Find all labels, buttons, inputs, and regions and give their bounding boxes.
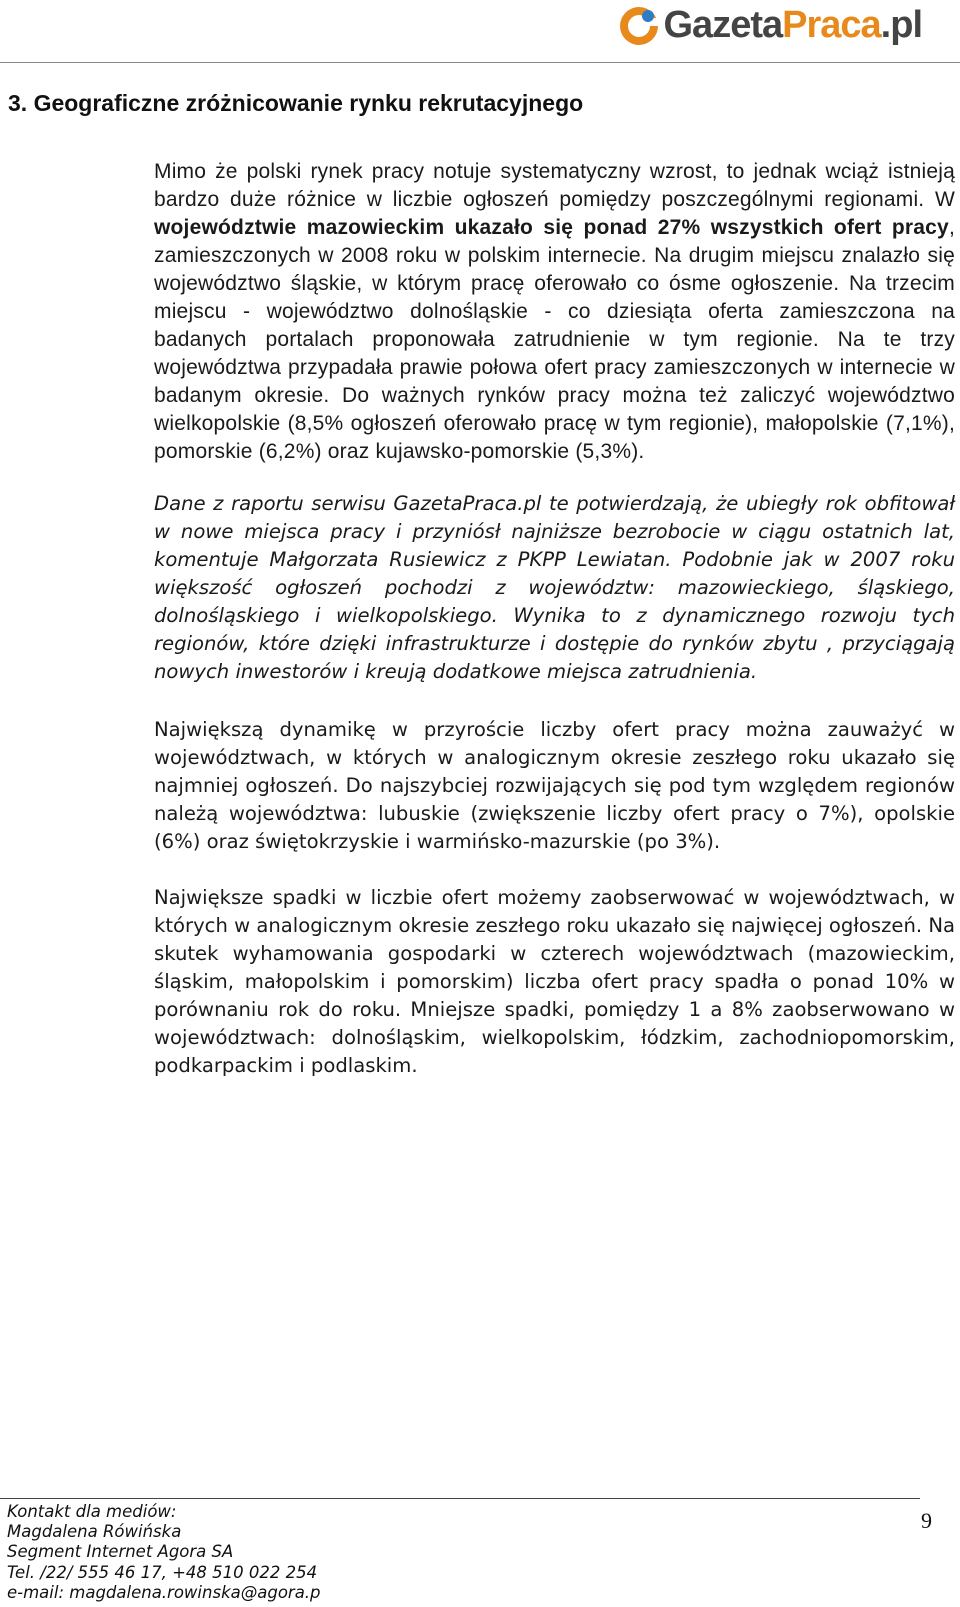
p1-bold: województwie mazowieckim ukazało się ponad 27% wszystkich ofert pracy — [154, 216, 949, 239]
p1-text-b: , zamieszczonych w 2008 roku w polskim internecie. — [154, 216, 955, 267]
gazetapraca-logo — [618, 4, 923, 47]
paragraph-4: Największe spadki w liczbie ofert możemy zaobserwować w województwach, w których w analogicznym okresie zeszłego roku ukazało się najwięcej ogłoszeń. Na skutek wyhamowania gospodarki w czterech województwach (mazowieckim, śląskim, małopolskim i pomorskim) liczba ofert pracy spadła o ponad 10% w porównaniu rok do roku. Mniejsze spadki, pomiędzy 1 a 8% zaobserwowano w województwach: dolnośląskim, wielkopolskim, łódzkim, zachodniopomorskim, podkarpackim i podlaskim. — [154, 886, 955, 1077]
article-body — [154, 158, 955, 1106]
logo-tld: .pl — [880, 4, 922, 46]
p1-text-c: Na drugim miejscu znalazło się województwo śląskie, w którym pracę oferowało co ósme ogłoszenie. Na trzecim miejscu - województwo dolnośląskie - co dziesiąta oferta zamieszczona na badanych portalach proponowała zatrudnienie w tym regionie. Na te trzy województwa przypadała prawie połowa ofert pracy zamieszczonych w internecie w badanym okresie. Do ważnych rynków pracy można też zaliczyć województwo wielkopolskie (8,5% ogłoszeń oferowało pracę w tym regionie), małopolskie (7,1%), pomorskie (6,2%) oraz kujawsko-pomorskie (5,3%). — [154, 244, 955, 463]
p1-text-a: Mimo że polski rynek pracy notuje systematyczny wzrost, to jednak wciąż istnieją bardzo duże różnice w liczbie ogłoszeń pomiędzy poszczególnymi regionami. W — [154, 160, 955, 211]
contact-label: Kontakt dla mediów: — [7, 1502, 177, 1521]
contact-name: Magdalena Rówińska — [7, 1522, 182, 1542]
paragraph-3: Największą dynamikę w przyroście liczby ofert pracy można zauważyć w województwach, w których w analogicznym okresie zeszłego roku ukazało się najmniej ogłoszeń. Do najszybciej rozwijających się pod tym względem regionów należą województwa: lubuskie (zwiększenie liczby ofert pracy o 7%), opolskie (6%) oraz świętokrzyskie i warmińsko-mazurskie (po 3%). — [154, 718, 955, 853]
logo-wordmark — [664, 4, 923, 47]
contact-phone: Tel. /22/ 555 46 17, +48 510 022 254 — [7, 1562, 318, 1582]
section-heading: 3. Geograficzne zróżnicowanie rynku rekrutacyjnego — [8, 90, 584, 116]
footer-divider — [0, 1498, 920, 1499]
logo-main: Gazeta — [663, 4, 783, 46]
paragraph-2-quote: Dane z raportu serwisu GazetaPraca.pl te potwierdzają, że ubiegły rok obfitował w nowe miejsca pracy i przyniósł najniższe bezrobocie w ciągu ostatnich lat, komentuje Małgorzata Rusiewicz z PKPP Lewiatan. Podobnie jak w 2007 roku większość ogłoszeń pochodzi z województw: mazowieckiego, śląskiego, dolnośląskiego i wielkopolskiego. Wynika to z dynamicznego rozwoju tych regionów, które dzięki infrastrukturze i dostępie do rynków zbytu , przyciągają nowych inwestorów i kreują dodatkowe miejsca zatrudnienia. — [154, 492, 955, 683]
header-divider — [0, 62, 960, 63]
contact-email: e-mail: magdalena.rowinska@agora.p — [7, 1582, 321, 1602]
page-number: 9 — [921, 1508, 932, 1533]
logo-accent: Praca — [782, 4, 881, 46]
media-contact — [7, 1502, 321, 1603]
logo-mark-icon — [618, 5, 660, 47]
paragraph-1 — [154, 158, 955, 466]
contact-company: Segment Internet Agora SA — [7, 1542, 234, 1562]
